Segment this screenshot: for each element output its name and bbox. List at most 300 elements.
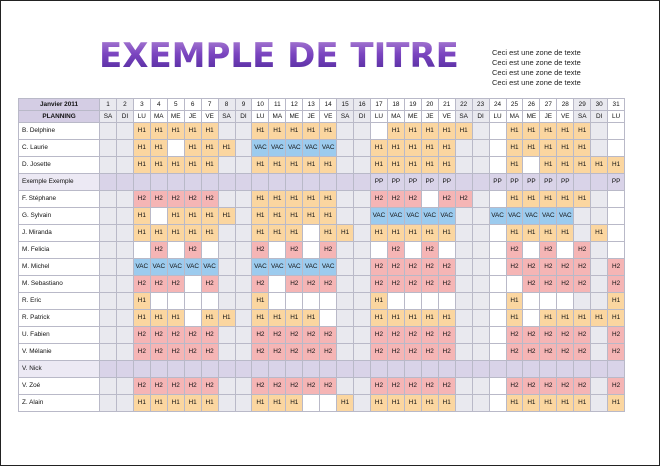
schedule-cell[interactable] (489, 225, 506, 242)
schedule-cell[interactable]: H2 (387, 344, 404, 361)
schedule-cell[interactable] (218, 174, 235, 191)
schedule-cell[interactable]: H1 (438, 123, 455, 140)
schedule-cell[interactable] (472, 208, 489, 225)
schedule-cell[interactable]: VAC (320, 259, 337, 276)
schedule-cell[interactable] (371, 123, 388, 140)
schedule-cell[interactable] (472, 123, 489, 140)
schedule-cell[interactable]: PP (438, 174, 455, 191)
schedule-cell[interactable]: H1 (167, 123, 184, 140)
schedule-cell[interactable]: H2 (557, 344, 574, 361)
schedule-cell[interactable]: H1 (506, 293, 523, 310)
schedule-cell[interactable]: H2 (608, 259, 625, 276)
schedule-cell[interactable] (286, 293, 303, 310)
schedule-cell[interactable]: H1 (201, 395, 218, 412)
schedule-cell[interactable] (608, 208, 625, 225)
schedule-cell[interactable] (540, 361, 557, 378)
schedule-cell[interactable] (455, 259, 472, 276)
schedule-cell[interactable] (557, 242, 574, 259)
schedule-cell[interactable] (455, 242, 472, 259)
schedule-cell[interactable]: H2 (201, 378, 218, 395)
day-number[interactable]: 5 (167, 99, 184, 111)
schedule-cell[interactable] (354, 310, 371, 327)
schedule-cell[interactable]: H2 (421, 276, 438, 293)
schedule-cell[interactable]: H1 (218, 310, 235, 327)
schedule-cell[interactable] (438, 293, 455, 310)
schedule-cell[interactable] (523, 293, 540, 310)
schedule-cell[interactable]: VAC (303, 259, 320, 276)
schedule-cell[interactable]: H2 (133, 191, 150, 208)
schedule-cell[interactable] (235, 378, 252, 395)
schedule-cell[interactable]: H2 (421, 327, 438, 344)
schedule-cell[interactable]: H2 (201, 191, 218, 208)
schedule-cell[interactable] (591, 259, 608, 276)
schedule-cell[interactable] (235, 276, 252, 293)
schedule-cell[interactable]: H2 (269, 344, 286, 361)
weekday-abbr[interactable]: DI (591, 111, 608, 123)
schedule-cell[interactable]: H1 (371, 225, 388, 242)
employee-name[interactable]: F. Stéphane (19, 191, 100, 208)
weekday-abbr[interactable]: JE (421, 111, 438, 123)
schedule-cell[interactable] (489, 157, 506, 174)
schedule-cell[interactable]: H1 (320, 123, 337, 140)
employee-name[interactable]: M. Felicia (19, 242, 100, 259)
schedule-cell[interactable] (320, 395, 337, 412)
day-number[interactable]: 28 (557, 99, 574, 111)
schedule-cell[interactable] (574, 225, 591, 242)
schedule-cell[interactable] (184, 174, 201, 191)
schedule-cell[interactable]: H1 (252, 225, 269, 242)
schedule-cell[interactable]: H2 (421, 259, 438, 276)
schedule-cell[interactable] (269, 174, 286, 191)
schedule-cell[interactable] (523, 361, 540, 378)
schedule-cell[interactable] (337, 327, 354, 344)
schedule-cell[interactable]: H1 (574, 395, 591, 412)
schedule-cell[interactable] (320, 174, 337, 191)
schedule-cell[interactable]: H2 (320, 327, 337, 344)
schedule-cell[interactable]: H1 (506, 123, 523, 140)
schedule-cell[interactable] (269, 276, 286, 293)
schedule-cell[interactable]: VAC (286, 140, 303, 157)
schedule-cell[interactable] (354, 174, 371, 191)
weekday-abbr[interactable]: VE (201, 111, 218, 123)
schedule-cell[interactable]: H1 (371, 140, 388, 157)
schedule-cell[interactable]: H2 (371, 344, 388, 361)
schedule-cell[interactable] (421, 361, 438, 378)
schedule-cell[interactable] (591, 140, 608, 157)
employee-name[interactable]: R. Patrick (19, 310, 100, 327)
schedule-cell[interactable]: VAC (303, 140, 320, 157)
weekday-abbr[interactable]: VE (320, 111, 337, 123)
schedule-cell[interactable] (354, 225, 371, 242)
schedule-cell[interactable]: H2 (438, 191, 455, 208)
schedule-cell[interactable]: H1 (557, 123, 574, 140)
schedule-cell[interactable]: H1 (252, 310, 269, 327)
weekday-abbr[interactable]: MA (269, 111, 286, 123)
schedule-cell[interactable] (337, 293, 354, 310)
schedule-cell[interactable] (337, 191, 354, 208)
schedule-cell[interactable]: H2 (540, 344, 557, 361)
schedule-cell[interactable] (218, 378, 235, 395)
schedule-cell[interactable]: H1 (320, 208, 337, 225)
schedule-cell[interactable] (489, 327, 506, 344)
schedule-cell[interactable]: H2 (574, 276, 591, 293)
schedule-cell[interactable]: H1 (252, 208, 269, 225)
schedule-cell[interactable] (354, 378, 371, 395)
schedule-cell[interactable]: H1 (133, 123, 150, 140)
schedule-cell[interactable] (269, 242, 286, 259)
schedule-cell[interactable] (472, 361, 489, 378)
weekday-abbr[interactable]: LU (371, 111, 388, 123)
schedule-cell[interactable]: H1 (133, 293, 150, 310)
schedule-cell[interactable] (472, 378, 489, 395)
schedule-cell[interactable]: H1 (303, 123, 320, 140)
schedule-cell[interactable] (489, 191, 506, 208)
schedule-cell[interactable]: H2 (252, 242, 269, 259)
schedule-cell[interactable] (133, 242, 150, 259)
schedule-cell[interactable]: H1 (387, 225, 404, 242)
day-number[interactable]: 16 (354, 99, 371, 111)
schedule-cell[interactable]: H1 (404, 225, 421, 242)
schedule-cell[interactable]: H1 (150, 140, 167, 157)
schedule-cell[interactable]: H1 (591, 310, 608, 327)
schedule-cell[interactable]: H2 (387, 327, 404, 344)
schedule-cell[interactable] (354, 327, 371, 344)
schedule-cell[interactable] (235, 208, 252, 225)
schedule-cell[interactable]: H2 (608, 378, 625, 395)
schedule-cell[interactable] (150, 208, 167, 225)
schedule-cell[interactable]: H1 (184, 140, 201, 157)
schedule-cell[interactable] (116, 157, 133, 174)
schedule-cell[interactable]: H1 (371, 395, 388, 412)
schedule-cell[interactable]: H1 (371, 157, 388, 174)
employee-name[interactable]: V. Zoé (19, 378, 100, 395)
schedule-cell[interactable]: H1 (506, 225, 523, 242)
day-number[interactable]: 1 (100, 99, 117, 111)
schedule-cell[interactable]: H1 (387, 157, 404, 174)
schedule-cell[interactable]: H2 (523, 276, 540, 293)
employee-name[interactable]: M. Sebastiano (19, 276, 100, 293)
weekday-abbr[interactable]: MA (387, 111, 404, 123)
schedule-cell[interactable]: H1 (557, 395, 574, 412)
schedule-cell[interactable]: H2 (506, 378, 523, 395)
schedule-cell[interactable] (354, 259, 371, 276)
schedule-cell[interactable]: H2 (608, 344, 625, 361)
schedule-cell[interactable] (167, 174, 184, 191)
schedule-cell[interactable]: H2 (557, 276, 574, 293)
schedule-cell[interactable]: VAC (201, 259, 218, 276)
schedule-cell[interactable]: H1 (574, 191, 591, 208)
schedule-cell[interactable]: H1 (523, 395, 540, 412)
schedule-cell[interactable] (438, 361, 455, 378)
schedule-cell[interactable]: H1 (150, 225, 167, 242)
schedule-cell[interactable]: H1 (523, 225, 540, 242)
schedule-cell[interactable]: H1 (421, 123, 438, 140)
schedule-cell[interactable]: H2 (387, 191, 404, 208)
schedule-cell[interactable] (269, 361, 286, 378)
schedule-cell[interactable]: H1 (557, 157, 574, 174)
schedule-cell[interactable]: PP (421, 174, 438, 191)
schedule-cell[interactable]: VAC (438, 208, 455, 225)
schedule-cell[interactable]: H1 (269, 157, 286, 174)
day-number[interactable]: 17 (371, 99, 388, 111)
schedule-cell[interactable] (404, 293, 421, 310)
schedule-cell[interactable]: VAC (252, 259, 269, 276)
day-number[interactable]: 7 (201, 99, 218, 111)
schedule-cell[interactable]: H2 (252, 276, 269, 293)
schedule-cell[interactable]: H2 (184, 327, 201, 344)
schedule-cell[interactable]: H2 (523, 344, 540, 361)
schedule-cell[interactable]: H1 (201, 123, 218, 140)
schedule-cell[interactable] (252, 174, 269, 191)
schedule-cell[interactable] (591, 174, 608, 191)
weekday-abbr[interactable]: LU (133, 111, 150, 123)
weekday-abbr[interactable]: LU (489, 111, 506, 123)
schedule-cell[interactable] (218, 123, 235, 140)
schedule-cell[interactable] (235, 140, 252, 157)
schedule-cell[interactable] (337, 344, 354, 361)
schedule-cell[interactable]: VAC (320, 140, 337, 157)
schedule-cell[interactable]: H2 (150, 276, 167, 293)
schedule-cell[interactable] (354, 293, 371, 310)
weekday-abbr[interactable]: ME (523, 111, 540, 123)
schedule-cell[interactable]: H2 (184, 344, 201, 361)
schedule-cell[interactable]: H1 (320, 225, 337, 242)
employee-name[interactable]: R. Eric (19, 293, 100, 310)
schedule-cell[interactable]: H1 (557, 191, 574, 208)
schedule-cell[interactable] (574, 174, 591, 191)
schedule-cell[interactable] (354, 276, 371, 293)
schedule-cell[interactable] (218, 327, 235, 344)
schedule-cell[interactable]: H1 (252, 395, 269, 412)
schedule-cell[interactable]: VAC (286, 259, 303, 276)
schedule-cell[interactable]: H2 (133, 344, 150, 361)
day-number[interactable]: 9 (235, 99, 252, 111)
schedule-cell[interactable]: H1 (167, 157, 184, 174)
schedule-cell[interactable] (472, 174, 489, 191)
schedule-cell[interactable]: H2 (269, 378, 286, 395)
schedule-cell[interactable] (100, 208, 117, 225)
schedule-cell[interactable]: H2 (201, 327, 218, 344)
schedule-cell[interactable]: H2 (320, 344, 337, 361)
schedule-cell[interactable]: H2 (506, 327, 523, 344)
schedule-cell[interactable]: H1 (133, 310, 150, 327)
schedule-cell[interactable] (489, 242, 506, 259)
schedule-cell[interactable]: H2 (557, 378, 574, 395)
employee-name[interactable]: J. Miranda (19, 225, 100, 242)
schedule-cell[interactable] (354, 191, 371, 208)
schedule-cell[interactable]: H2 (150, 242, 167, 259)
schedule-cell[interactable]: H1 (286, 395, 303, 412)
schedule-cell[interactable] (489, 276, 506, 293)
schedule-cell[interactable]: H1 (167, 395, 184, 412)
schedule-cell[interactable]: H2 (438, 378, 455, 395)
schedule-cell[interactable]: H1 (506, 191, 523, 208)
schedule-cell[interactable]: H1 (387, 140, 404, 157)
schedule-cell[interactable] (591, 378, 608, 395)
schedule-cell[interactable]: VAC (133, 259, 150, 276)
schedule-cell[interactable] (455, 395, 472, 412)
weekday-abbr[interactable]: JE (184, 111, 201, 123)
schedule-cell[interactable] (100, 361, 117, 378)
schedule-cell[interactable]: H1 (201, 157, 218, 174)
schedule-cell[interactable] (116, 361, 133, 378)
schedule-cell[interactable]: VAC (371, 208, 388, 225)
schedule-cell[interactable] (167, 361, 184, 378)
schedule-cell[interactable] (455, 293, 472, 310)
schedule-cell[interactable] (337, 140, 354, 157)
schedule-cell[interactable] (218, 191, 235, 208)
weekday-abbr[interactable]: DI (354, 111, 371, 123)
schedule-cell[interactable] (235, 225, 252, 242)
schedule-cell[interactable]: PP (506, 174, 523, 191)
schedule-cell[interactable]: H2 (286, 276, 303, 293)
schedule-cell[interactable]: H2 (540, 327, 557, 344)
schedule-cell[interactable] (100, 293, 117, 310)
schedule-cell[interactable]: H1 (167, 208, 184, 225)
schedule-cell[interactable] (100, 225, 117, 242)
day-number[interactable]: 2 (116, 99, 133, 111)
schedule-cell[interactable]: H1 (438, 157, 455, 174)
schedule-cell[interactable]: H2 (371, 327, 388, 344)
schedule-cell[interactable]: H1 (133, 157, 150, 174)
schedule-cell[interactable] (557, 293, 574, 310)
schedule-cell[interactable] (100, 378, 117, 395)
schedule-cell[interactable] (116, 293, 133, 310)
schedule-cell[interactable] (303, 293, 320, 310)
schedule-cell[interactable] (354, 208, 371, 225)
schedule-cell[interactable]: H2 (184, 191, 201, 208)
schedule-cell[interactable] (116, 225, 133, 242)
schedule-cell[interactable] (337, 276, 354, 293)
schedule-cell[interactable]: H2 (421, 344, 438, 361)
schedule-cell[interactable] (455, 157, 472, 174)
weekday-abbr[interactable]: VE (438, 111, 455, 123)
schedule-cell[interactable] (608, 140, 625, 157)
schedule-cell[interactable]: VAC (150, 259, 167, 276)
schedule-cell[interactable] (269, 293, 286, 310)
schedule-cell[interactable]: H2 (133, 327, 150, 344)
schedule-cell[interactable]: H1 (438, 310, 455, 327)
schedule-cell[interactable] (218, 242, 235, 259)
day-number[interactable]: 15 (337, 99, 354, 111)
schedule-cell[interactable] (354, 242, 371, 259)
month-label[interactable]: Janvier 2011 (19, 99, 100, 111)
schedule-cell[interactable]: H1 (557, 310, 574, 327)
day-number[interactable]: 4 (150, 99, 167, 111)
schedule-cell[interactable] (591, 242, 608, 259)
weekday-abbr[interactable]: MA (506, 111, 523, 123)
schedule-cell[interactable] (116, 208, 133, 225)
schedule-cell[interactable] (100, 191, 117, 208)
schedule-cell[interactable] (421, 191, 438, 208)
schedule-cell[interactable] (303, 225, 320, 242)
schedule-cell[interactable]: H2 (252, 378, 269, 395)
schedule-cell[interactable]: H1 (523, 123, 540, 140)
schedule-cell[interactable] (591, 191, 608, 208)
schedule-cell[interactable] (489, 259, 506, 276)
weekday-abbr[interactable]: DI (472, 111, 489, 123)
schedule-cell[interactable] (472, 395, 489, 412)
schedule-cell[interactable]: H1 (150, 123, 167, 140)
schedule-cell[interactable]: H2 (320, 276, 337, 293)
schedule-cell[interactable] (337, 378, 354, 395)
schedule-cell[interactable]: H2 (574, 344, 591, 361)
schedule-cell[interactable]: H1 (557, 225, 574, 242)
schedule-cell[interactable] (489, 310, 506, 327)
schedule-cell[interactable]: H1 (286, 157, 303, 174)
schedule-cell[interactable]: H2 (438, 276, 455, 293)
schedule-cell[interactable] (218, 344, 235, 361)
schedule-cell[interactable] (218, 293, 235, 310)
day-number[interactable]: 26 (523, 99, 540, 111)
schedule-cell[interactable]: PP (540, 174, 557, 191)
schedule-cell[interactable] (116, 310, 133, 327)
schedule-cell[interactable] (235, 327, 252, 344)
schedule-cell[interactable] (337, 242, 354, 259)
schedule-cell[interactable] (455, 378, 472, 395)
schedule-cell[interactable] (116, 242, 133, 259)
schedule-cell[interactable] (354, 123, 371, 140)
schedule-cell[interactable] (608, 225, 625, 242)
schedule-cell[interactable] (100, 157, 117, 174)
schedule-cell[interactable]: H1 (201, 310, 218, 327)
day-number[interactable]: 11 (269, 99, 286, 111)
schedule-cell[interactable] (116, 344, 133, 361)
schedule-cell[interactable] (218, 361, 235, 378)
schedule-cell[interactable]: VAC (506, 208, 523, 225)
schedule-cell[interactable]: H2 (184, 242, 201, 259)
schedule-cell[interactable] (100, 395, 117, 412)
schedule-cell[interactable]: H1 (540, 140, 557, 157)
schedule-cell[interactable] (455, 361, 472, 378)
schedule-cell[interactable] (286, 361, 303, 378)
schedule-cell[interactable] (320, 293, 337, 310)
schedule-cell[interactable]: H1 (506, 140, 523, 157)
schedule-cell[interactable]: H1 (303, 191, 320, 208)
schedule-cell[interactable]: H2 (201, 276, 218, 293)
schedule-cell[interactable]: H2 (286, 378, 303, 395)
schedule-cell[interactable]: H1 (557, 140, 574, 157)
schedule-cell[interactable]: H2 (523, 259, 540, 276)
employee-name[interactable]: U. Fabien (19, 327, 100, 344)
schedule-cell[interactable] (320, 310, 337, 327)
schedule-cell[interactable] (116, 174, 133, 191)
schedule-cell[interactable]: H1 (387, 123, 404, 140)
weekday-abbr[interactable]: VE (557, 111, 574, 123)
schedule-cell[interactable]: H1 (184, 123, 201, 140)
schedule-cell[interactable] (235, 361, 252, 378)
schedule-cell[interactable] (116, 276, 133, 293)
schedule-cell[interactable]: PP (608, 174, 625, 191)
schedule-cell[interactable]: H1 (133, 208, 150, 225)
schedule-cell[interactable]: H1 (303, 208, 320, 225)
schedule-cell[interactable]: H1 (184, 395, 201, 412)
schedule-cell[interactable]: H2 (303, 378, 320, 395)
schedule-cell[interactable] (472, 310, 489, 327)
schedule-cell[interactable] (472, 327, 489, 344)
schedule-cell[interactable] (100, 276, 117, 293)
schedule-cell[interactable]: H2 (286, 344, 303, 361)
schedule-cell[interactable] (506, 361, 523, 378)
day-number[interactable]: 13 (303, 99, 320, 111)
weekday-abbr[interactable]: DI (116, 111, 133, 123)
schedule-cell[interactable]: H1 (608, 310, 625, 327)
schedule-cell[interactable] (591, 123, 608, 140)
schedule-cell[interactable] (472, 225, 489, 242)
schedule-cell[interactable]: H2 (438, 344, 455, 361)
schedule-cell[interactable]: H1 (387, 395, 404, 412)
schedule-cell[interactable]: H1 (523, 191, 540, 208)
